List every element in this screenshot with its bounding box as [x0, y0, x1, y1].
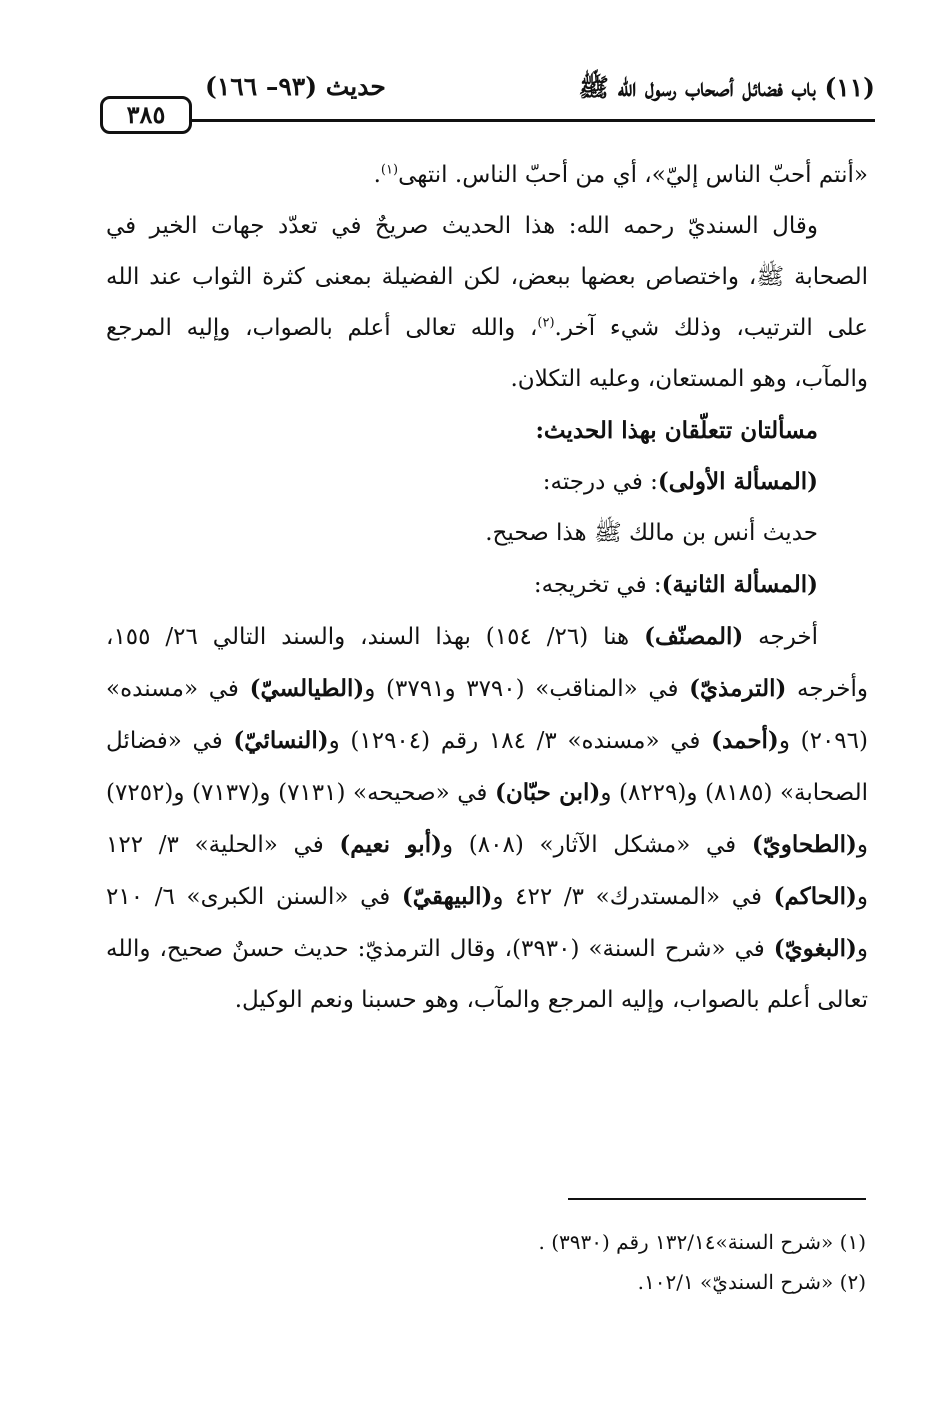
footnote-1: (١) «شرح السنة»١٣٢/١٤ رقم (٣٩٣٠) . — [538, 1230, 866, 1254]
footnote-2: (٢) «شرح السنديّ» ١٠٢/١. — [637, 1270, 866, 1294]
paragraph-2: وقال السنديّ رحمه الله: هذا الحديث صريحٌ في تعدّد جهات الخير في الصحابة ﷺ، واختصاص بعضها ببعض، لكن الفضيلة بمعنى كثرة الثواب عند الله على الترتيب، وذلك شيء آخر.$^{(٢)}$، والله تعالى أعلم بالصواب، وإليه المرجع والمآب، وهو المستعان، وعليه التكلان. — [106, 213, 868, 392]
footnotes — [300, 1222, 866, 1302]
page-number: ٣٨٥ — [100, 96, 192, 134]
takhrij-paragraph: أخرجه (المصنّف) هنا (٢٦/ ١٥٤) بهذا السند، والسند التالي ٢٦/ ١٥٥، وأخرجه (الترمذيّ) في «المناقب» (٣٧٩٠ و٣٧٩١) و(الطيالسيّ) في «مسنده» (٢٠٩٦) و(أحمد) في «مسنده» ٣/ ١٨٤ رقم (١٢٩٠٤) و(النسائيّ) في «فضائل الصحابة» (٨١٨٥) و(٨٢٢٩) و(ابن حبّان) في «صحيحه» (٧١٣١) و(٧١٣٧) و(٧٢٥٢) و(الطحاويّ) في «مشكل الآثار» (٨٠٨) و(أبو نعيم) في «الحلية» ٣/ ١٢٢ و(الحاكم) في «المستدرك» ٣/ ٤٢٢ و(البيهقيّ) في «السنن الكبرى» ٦/ ٢١٠ و(البغويّ) في «شرح السنة» (٣٩٣٠)، وقال الترمذيّ: حديث حسنٌ صحيح، والله تعالى أعلم بالصواب، وإليه المرجع والمآب، وهو حسبنا ونعم الوكيل. — [106, 623, 869, 1013]
footnote-ref-2: (٢) — [537, 315, 555, 331]
footnote-rule — [568, 1198, 866, 1200]
issue-1-heading: (المسألة الأولى): في درجته: — [542, 468, 818, 495]
section-heading: مسألتان تتعلّقان بهذا الحديث: — [535, 417, 818, 444]
footnote-ref-1: (١) — [380, 162, 399, 178]
chapter-title: (١١) باب فضائل أصحاب رسول الله ﷺ — [578, 73, 875, 102]
issue-2-heading: (المسألة الثانية): في تخريجه: — [533, 571, 818, 598]
page-header — [100, 70, 875, 130]
page-body — [106, 150, 868, 1026]
paragraph-1: «أنتم أحبّ الناس إليّ»، أي من أحبّ الناس. انتهى$^{(١)}$. — [373, 162, 868, 188]
hadith-range: حديث (٩٣– ١٦٦) — [205, 72, 386, 101]
header-rule — [185, 119, 875, 122]
issue-1-text: حديث أنس بن مالك ﷺ هذا صحيح. — [485, 520, 818, 546]
